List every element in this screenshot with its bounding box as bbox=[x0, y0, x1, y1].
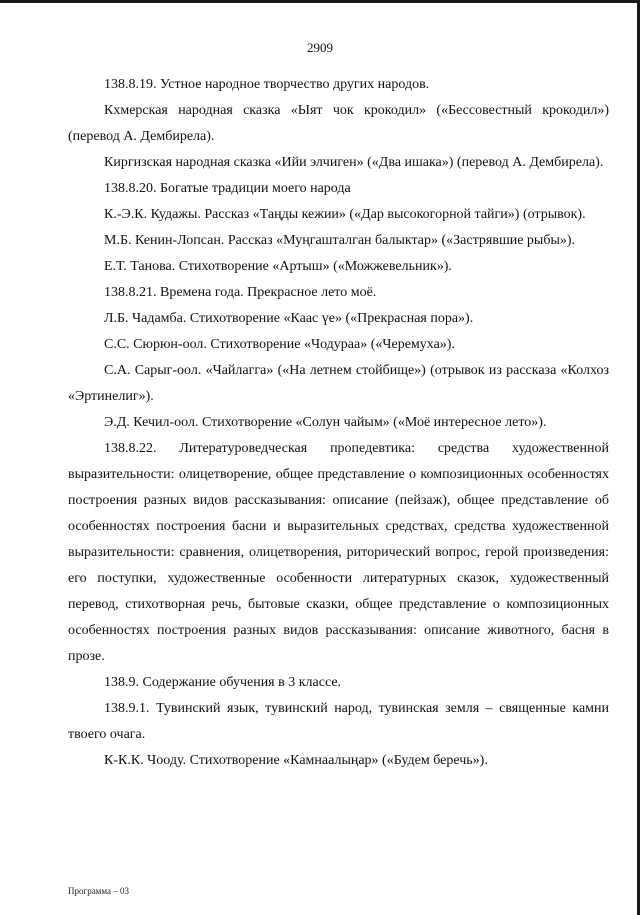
scan-edge-top bbox=[0, 0, 640, 3]
document-body bbox=[68, 72, 609, 774]
paragraph-section-138-8-21: 138.8.21. Времена года. Прекрасное лето моё. bbox=[104, 285, 377, 300]
paragraph-section-138-8-20: 138.8.20. Богатые традиции моего народа bbox=[104, 181, 351, 196]
paragraph-kenin-lopsan: М.Б. Кенин-Лопсан. Рассказ «Муңгашталган балыктар» («Застрявшие рыбы»). bbox=[104, 233, 576, 248]
paragraph-saryg-ool: С.А. Сарыг-оол. «Чайлагга» («На летнем стойбище») (отрывок из рассказа «Колхоз «Эртинелиг»). bbox=[68, 363, 609, 404]
paragraph-choodu: К-К.К. Чооду. Стихотворение «Камнаалыңар» («Будем беречь»). bbox=[104, 753, 488, 768]
paragraph-syuryun-ool: С.С. Сюрюн-оол. Стихотворение «Чодураа» («Черемуха»). bbox=[104, 337, 455, 352]
paragraph-section-138-8-22: 138.8.22. Литературоведческая пропедевтика: средства художественной выразительности: олицетворение, общее представление о композиционных особенностях построения разных видов рассказывания: описание (пейзаж), общее представление об особенностях построения басни и выразительных средствах, средства художественной выразительности: сравнения, олицетворения, риторический вопрос, герой произведения: его поступки, художественные особенности литературных сказок, художественный перевод, стихотворная речь, бытовые сказки, общее представление о композиционных особенностях построения разных видов рассказывания: описание животного, басня в прозе. bbox=[68, 441, 609, 664]
paragraph-section-138-9: 138.9. Содержание обучения в 3 классе. bbox=[104, 675, 342, 690]
page-number: 2909 bbox=[307, 40, 333, 55]
paragraph-section-138-9-1: 138.9.1. Тувинский язык, тувинский народ, тувинская земля – священные камни твоего очага. bbox=[68, 701, 609, 742]
paragraph-kechil-ool: Э.Д. Кечил-оол. Стихотворение «Солун чайым» («Моё интересное лето»). bbox=[104, 415, 547, 430]
paragraph-kyrgyz-tale: Киргизская народная сказка «Ийи элчиген» («Два ишака») (перевод А. Дембирела). bbox=[104, 155, 604, 170]
paragraph-kudazhy: К.-Э.К. Кудажы. Рассказ «Таңды кежии» («Дар высокогорной тайги») (отрывок). bbox=[104, 207, 586, 222]
paragraph-tanova: Е.Т. Танова. Стихотворение «Артыш» («Можжевельник»). bbox=[104, 259, 452, 274]
paragraph-section-138-8-19: 138.8.19. Устное народное творчество других народов. bbox=[104, 77, 430, 92]
paragraph-chadamba: Л.Б. Чадамба. Стихотворение «Каас үе» («Прекрасная пора»). bbox=[104, 311, 474, 326]
paragraph-khmer-tale: Кхмерская народная сказка «Ыят чок крокодил» («Бессовестный крокодил») (перевод А. Дембирела). bbox=[68, 103, 609, 144]
footer-program-label: Программа – 03 bbox=[68, 886, 130, 896]
